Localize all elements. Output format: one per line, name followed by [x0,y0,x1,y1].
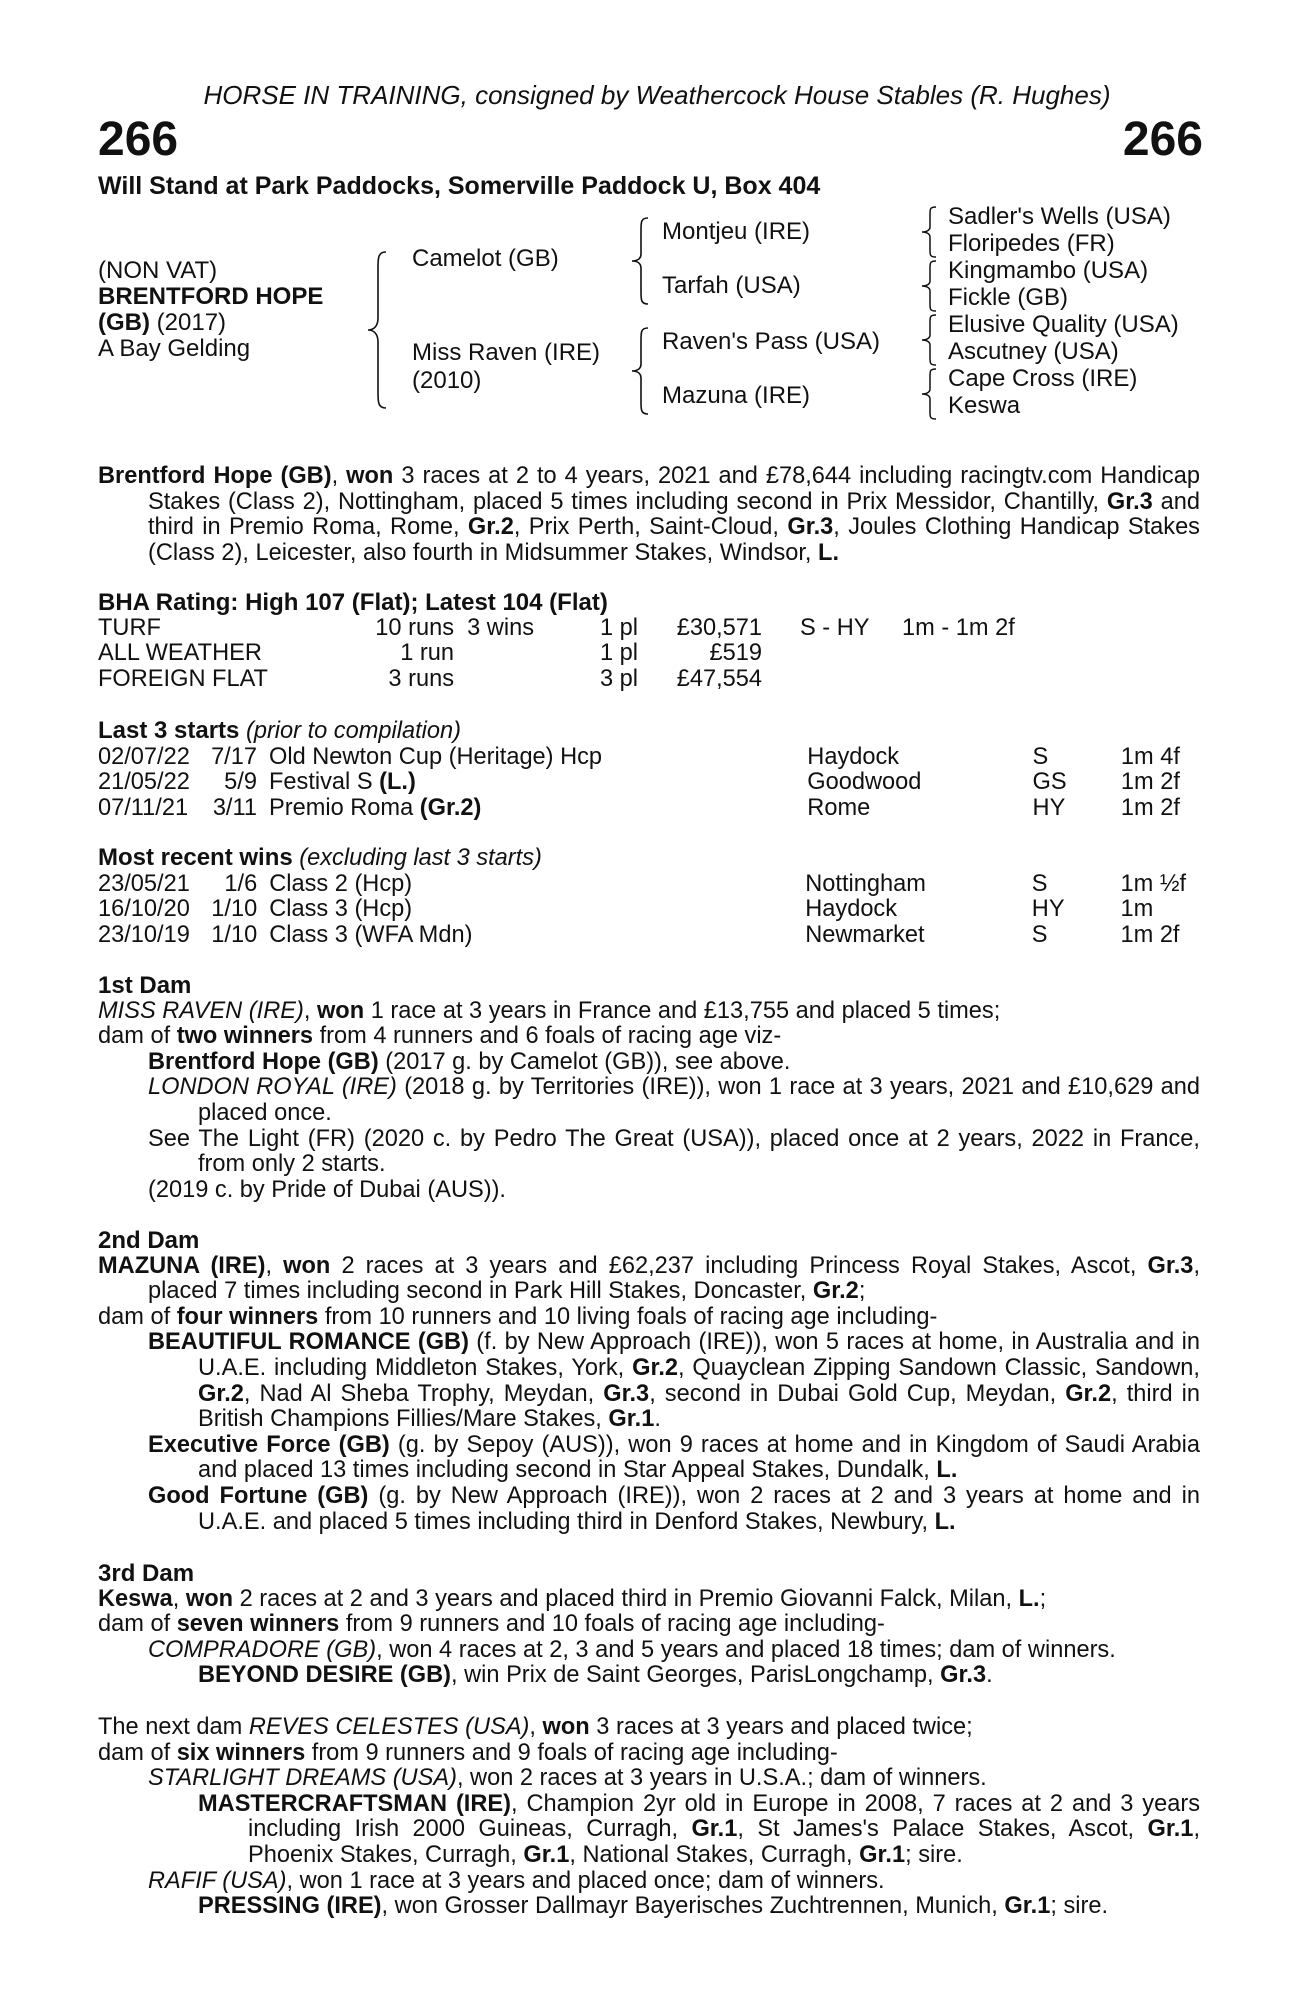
win-course: Nottingham [805,870,926,897]
start-course: Haydock [807,743,900,770]
pedigree-brace-main [366,250,390,410]
ancestor-sadlers-wells: Sadler's Wells (USA) [948,203,1171,230]
summary-horse-name: Brentford Hope (GB) [98,463,332,489]
start-position: 5/9 [224,769,257,796]
grandsire-dam: Raven's Pass (USA) [662,328,880,355]
table-row [98,923,1200,949]
dam-winners: seven winners [176,1611,340,1638]
progeny-text: (2017 g. by Camelot (GB)), see above. [378,1048,791,1075]
dam-won: won [542,1714,590,1740]
pedigree-brace-gg2 [920,259,940,313]
next-dam-section [98,1715,1200,1920]
grade-label: Gr.2 [198,1380,244,1407]
progeny-text: (2019 c. by Pride of Dubai (AUS)). [148,1176,506,1203]
grade-label: Gr.3 [1106,488,1153,515]
progeny-text: . [654,1406,661,1433]
dam-name: Keswa [98,1585,173,1612]
horse-description: A Bay Gelding [98,335,251,362]
recent-wins-section [98,845,1200,948]
grade-label: Gr.3 [1147,1252,1194,1279]
summary-text: and third in Premio Roma, Rome, [148,488,1200,541]
third-dam-section: 3rd Dam Keswa, won 2 races at 2 and 3 years and placed third in Premio Giovanni Falck, Milan, L.; dam of seven winners from 9 runners and 10 foals of racing age including- COMPRADORE (GB), won 4 races at 2, 3 and 5 years and placed 18 times; dam of winners. BEYOND DESIRE (GB), win Prix de Saint Georges, ParisLongchamp, Gr.3. [98,1561,1200,1689]
win-course: Haydock [805,896,898,923]
ancestor-ascutney: Ascutney (USA) [948,338,1119,365]
table-row [98,897,1200,923]
grade-label: Gr.3 [787,514,834,541]
dam-text: from 9 runners and 10 foals of racing age including- [339,1611,885,1638]
dam-text: ; [858,1278,866,1305]
dam-text: , [529,1714,543,1740]
win-date: 16/10/20 [98,896,190,923]
last-3-starts-section [98,718,1200,821]
progeny-text: , St James's Palace Stakes, Ascot, [737,1816,1148,1843]
recent-wins-table [98,872,1200,949]
rating-surface: TURF [98,614,161,641]
pedigree-brace-dam [630,326,652,416]
race-record-summary: Brentford Hope (GB), won 3 races at 2 to 4 years, 2021 and £78,644 including racingtv.com Handicap Stakes (Class 2), Nottingham, placed 5 times including second in Prix Messidor, Chantilly, Gr.3 and third in Premio Roma, Rome, Gr.2, Prix Perth, Saint-Cloud, Gr.3, Joules Clothing Handicap Stakes (Class 2), Leicester, also fourth in Midsummer Stakes, Windsor, L. [98,463,1200,566]
dam-year: (2010) [412,367,482,394]
table-row [98,745,1200,771]
grade-label: Gr.2 [467,514,514,541]
horse-identity [98,258,323,362]
pedigree-brace-gg1 [920,205,940,259]
progeny-name: MASTERCRAFTSMAN (IRE) [198,1790,511,1817]
second-dam-section: 2nd Dam MAZUNA (IRE), won 2 races at 3 years and £62,237 including Princess Royal Stakes, Ascot, Gr.3, placed 7 times including second in Park Hill Stakes, Doncaster, Gr.2; dam of four winners from 10 runners and 10 living foals of racing age including- BEAUTIFUL ROMANCE (GB) (f. by New Approach (IRE)), won 5 races at home, in Australia and in U.A.E. including Middleton Stakes, York, Gr.2, Quayclean Zipping Sandown Classic, Sandown, Gr.2, Nad Al Sheba Trophy, Meydan, Gr.3, second in Dubai Gold Cup, Meydan, Gr.2, third in British Champions Fillies/Mare Stakes, Gr.1. Executive Force (GB) (g. by Sepoy (AUS)), won 9 races at home and in Kingdom of Saudi Arabia and placed 13 times including second in Star Appeal Stakes, Dundalk, L. Good Fortune (GB) (g. by New Approach (IRE)), won 2 races at 2 and 3 years at home and in U.A.E. and placed 5 times including third in Denford Stakes, Newbury, L. [98,1227,1200,1535]
start-race: Old Newton Cup (Heritage) Hcp [268,743,603,770]
progeny-text: , Nad Al Sheba Trophy, Meydan, [243,1380,604,1407]
rating-prize: £47,554 [676,665,762,692]
last-3-starts-table [98,745,1200,822]
start-date: 21/05/22 [98,769,190,796]
progeny-text: (2018 g. by Territories (IRE)), won 1 race at 3 years, 2021 and £10,629 and placed once. [198,1074,1200,1126]
dam-text: dam of [98,1611,177,1638]
dam-text: dam of [98,1303,177,1330]
rating-table [98,616,1040,693]
win-distance: 1m [1120,896,1154,923]
start-course: Goodwood [807,769,922,796]
dam-text: from 9 runners and 9 foals of racing age including- [305,1739,838,1766]
progeny-text: , won 4 races at 2, 3 and 5 years and placed 18 times; dam of winners. [376,1636,1116,1663]
pedigree-brace-gg4 [920,367,940,421]
start-going: GS [1032,769,1067,796]
lot-number-right: 266 [1122,113,1203,166]
progeny-name: BEYOND DESIRE (GB) [198,1662,451,1689]
dam-text: The next dam [98,1714,249,1740]
dam-text: , placed 7 times including second in Park Hill Stakes, Doncaster, [148,1252,1200,1305]
win-distance: 1m 2f [1120,921,1180,948]
rating-prize: £519 [709,640,762,667]
dam-text: from 4 runners and 6 foals of racing age viz- [313,1023,782,1050]
start-course: Rome [807,794,871,821]
rating-prize: £30,571 [676,614,762,641]
dam-winners: six winners [176,1739,306,1766]
start-going: S [1032,743,1049,770]
start-position: 3/11 [212,794,257,821]
third-dam-heading: 3rd Dam [98,1560,195,1587]
progeny-text: (g. by Sepoy (AUS)), won 9 races at home and in Kingdom of Saudi Arabia and placed 13 times including second in Star Appeal Stakes, Dundalk, [198,1431,1200,1484]
start-date: 02/07/22 [98,743,190,770]
table-row [98,796,1200,822]
rating-going [762,641,880,667]
catalogue-header: HORSE IN TRAINING, consigned by Weathercock House Stables (R. Hughes) [203,80,1111,110]
grade-label: L. [934,1508,956,1535]
rating-placed: 1 pl [599,614,638,641]
start-distance: 1m 2f [1120,794,1180,821]
recent-wins-heading: Most recent wins [98,844,293,871]
win-going: S [1031,921,1048,948]
progeny-name: LONDON ROYAL (IRE) [148,1074,397,1101]
win-position: 1/6 [224,870,258,897]
grade-label: L. [818,539,840,566]
ancestor-elusive-quality: Elusive Quality (USA) [948,311,1179,338]
win-race: Class 3 (Hcp) [269,896,413,923]
summary-won: won [346,463,394,489]
dam-won: won [316,997,365,1024]
rating-surface: ALL WEATHER [98,640,262,667]
summary-text: , Prix Perth, Saint-Cloud, [513,514,788,541]
start-race: Festival S [268,769,380,796]
rating-distance [880,641,1040,667]
progeny-name: Good Fortune (GB) [148,1482,369,1509]
rating-distance: 1m - 1m 2f [902,614,1015,641]
rating-runs: 1 run [400,640,454,667]
win-race: Class 3 (WFA Mdn) [269,921,473,948]
win-going: HY [1031,896,1065,923]
rating-runs: 10 runs [375,614,454,641]
win-position: 1/10 [211,896,258,923]
progeny-name: PRESSING (IRE) [198,1893,382,1920]
progeny-text: , won Grosser Dallmayr Bayerisches Zuchtrennen, Munich, [381,1893,1005,1920]
win-date: 23/05/21 [98,870,190,897]
second-dam-heading: 2nd Dam [98,1227,200,1254]
pedigree-brace-gg3 [920,313,940,367]
dam-winners: four winners [176,1303,319,1330]
last-3-starts-note: (prior to compilation) [239,718,462,744]
start-race: Premio Roma [268,794,420,821]
progeny-text: , Quayclean Zipping Sandown Classic, Sandown, [678,1354,1200,1381]
pedigree-brace-sire [630,216,652,306]
win-date: 23/10/19 [98,921,190,948]
dam-won: won [185,1585,234,1612]
grade-label: Gr.1 [523,1841,570,1868]
dam-won: won [283,1252,331,1279]
win-going: S [1031,870,1048,897]
vat-status: (NON VAT) [98,257,218,284]
progeny-text: , National Stakes, Curragh, [569,1841,860,1868]
dam-text: 3 races at 3 years and placed twice; [589,1714,973,1740]
grade-label: Gr.3 [603,1380,650,1407]
start-distance: 1m 2f [1120,769,1180,796]
progeny-text: (f. by New Approach (IRE)), won 5 races at home, in Australia and in U.A.E. including Middleton Stakes, York, [198,1329,1200,1381]
horse-name: BRENTFORD HOPE [98,283,324,310]
progeny-name: COMPRADORE (GB) [148,1636,377,1663]
progeny-name: Brentford Hope (GB) [148,1048,379,1075]
progeny-text: ; sire. [1050,1893,1109,1920]
bha-rating-section [98,590,1200,692]
dam-text: from 10 runners and 10 living foals of racing age including- [318,1303,938,1330]
grade-label: L. [936,1457,958,1484]
horse-year: (2017) [149,309,227,336]
summary-text: , Joules Clothing Handicap Stakes (Class 2), Leicester, also fourth in Midsummer Stakes, Windsor, [148,514,1200,566]
rating-surface: FOREIGN FLAT [98,665,268,692]
rating-placed: 1 pl [599,640,638,667]
lot-number-left: 266 [98,113,179,166]
recent-wins-note: (excluding last 3 starts) [292,845,542,871]
granddam-sire: Tarfah (USA) [662,272,801,299]
ancestor-cape-cross: Cape Cross (IRE) [948,365,1138,392]
dam-text: 2 races at 3 years and £62,237 including Princess Royal Stakes, Ascot, [330,1252,1148,1279]
dam-text: 1 race at 3 years in France and £13,755 and placed 5 times; [364,997,1001,1024]
summary-text: 3 races at 2 to 4 years, 2021 and £78,644 including racingtv.com Handicap Stakes (Class 2), Nottingham, placed 5 times including second in Prix Messidor, Chantilly, [148,463,1200,515]
rating-wins: 3 wins [467,614,534,641]
grade-label: Gr.1 [1147,1816,1194,1843]
dam-name: REVES CELESTES (USA) [248,1714,530,1740]
start-date: 07/11/21 [98,794,189,821]
stand-location: Will Stand at Park Paddocks, Somerville Paddock U, Box 404 [98,172,821,200]
rating-distance [880,667,1040,693]
rating-wins [454,667,534,693]
dam-winners: two winners [176,1023,314,1050]
rating-going [762,667,880,693]
start-grade: (Gr.2) [419,794,482,821]
progeny-text: ; sire. [905,1841,963,1868]
ancestor-kingmambo: Kingmambo (USA) [948,257,1149,284]
table-row [98,616,1040,642]
grade-label: Gr.2 [1065,1380,1112,1407]
start-going: HY [1032,794,1066,821]
grade-label: Gr.1 [1004,1893,1051,1920]
rating-wins [454,641,534,667]
progeny-text: , win Prix de Saint Georges, ParisLongchamp, [451,1662,941,1689]
sire-name: Camelot (GB) [412,245,559,272]
rating-runs: 3 runs [388,665,454,692]
rating-placed: 3 pl [599,665,638,692]
dam-text: ; [1039,1585,1047,1612]
progeny-text: (g. by New Approach (IRE)), won 2 races at 2 and 3 years at home and in U.A.E. and placed 5 times including third in Denford Stakes, Newbury, [198,1482,1200,1535]
dam-text: dam of [98,1023,177,1050]
first-dam-heading: 1st Dam [98,972,192,999]
progeny-text: , second in Dubai Gold Cup, Meydan, [649,1380,1066,1407]
win-course: Newmarket [805,921,925,948]
dam-name: MAZUNA (IRE) [98,1252,266,1279]
horse-country: (GB) [98,309,150,336]
win-race: Class 2 (Hcp) [269,870,413,897]
dam-text: 2 races at 2 and 3 years and placed third in Premio Giovanni Falck, Milan, [233,1585,1019,1612]
grade-label: Gr.1 [859,1841,906,1868]
progeny-text: . [986,1662,993,1689]
progeny-text: See The Light (FR) (2020 c. by Pedro The Great (USA)), placed once at 2 years, 2022 in France, from only 2 starts. [148,1125,1200,1178]
grandsire-sire: Montjeu (IRE) [662,218,811,245]
progeny-name: BEAUTIFUL ROMANCE (GB) [148,1329,469,1356]
progeny-name: Executive Force (GB) [148,1431,390,1458]
dam-name: MISS RAVEN (IRE) [98,997,304,1024]
granddam-dam: Mazuna (IRE) [662,382,811,409]
dam-text: dam of [98,1739,177,1766]
first-dam-section: 1st Dam MISS RAVEN (IRE), won 1 race at 3 years in France and £13,755 and placed 5 times; dam of two winners from 4 runners and 6 foals of racing age viz- Brentford Hope (GB) (2017 g. by Camelot (GB)), see above. LONDON ROYAL (IRE) (2018 g. by Territories (IRE)), won 1 race at 3 years, 2021 and £10,629 and placed once. See The Light (FR) (2020 c. by Pedro The Great (USA)), placed once at 2 years, 2022 in France, from only 2 starts. (2019 c. by Pride of Dubai (AUS)). [98,972,1200,1203]
start-distance: 1m 4f [1120,743,1180,770]
dam-name: Miss Raven (IRE) [412,339,601,366]
table-row [98,770,1200,796]
grade-label: Gr.3 [940,1662,987,1689]
bha-rating-heading: BHA Rating: High 107 (Flat); Latest 104 (Flat) [98,589,608,616]
table-row [98,872,1200,898]
grade-label: Gr.1 [608,1406,655,1433]
progeny-text: , Phoenix Stakes, Curragh, [248,1816,1200,1868]
progeny-text: , won 2 races at 3 years in U.S.A.; dam of winners. [456,1765,987,1792]
progeny-name: STARLIGHT DREAMS (USA) [148,1765,457,1792]
progeny-name: RAFIF (USA) [148,1867,287,1894]
start-grade: (L.) [379,769,416,796]
grade-label: Gr.2 [632,1354,679,1381]
win-distance: 1m ½f [1120,870,1187,897]
grade-label: L. [1018,1585,1040,1612]
grade-label: Gr.1 [691,1816,738,1843]
win-position: 1/10 [211,921,258,948]
progeny-text: , Champion 2yr old in Europe in 2008, 7 races at 2 and 3 years including Irish 2000 Guineas, Curragh, [248,1790,1200,1843]
ancestor-fickle: Fickle (GB) [948,284,1068,311]
last-3-starts-heading: Last 3 starts [98,717,240,744]
table-row [98,641,1040,667]
ancestor-floripedes: Floripedes (FR) [948,230,1115,257]
grade-label: Gr.2 [812,1278,859,1305]
rating-going: S - HY [800,614,870,641]
start-position: 7/17 [211,743,257,770]
table-row [98,667,1040,693]
progeny-text: , third in British Champions Fillies/Mare Stakes, [198,1380,1200,1433]
ancestor-keswa: Keswa [948,392,1021,419]
progeny-text: , won 1 race at 3 years and placed once; dam of winners. [286,1867,885,1894]
